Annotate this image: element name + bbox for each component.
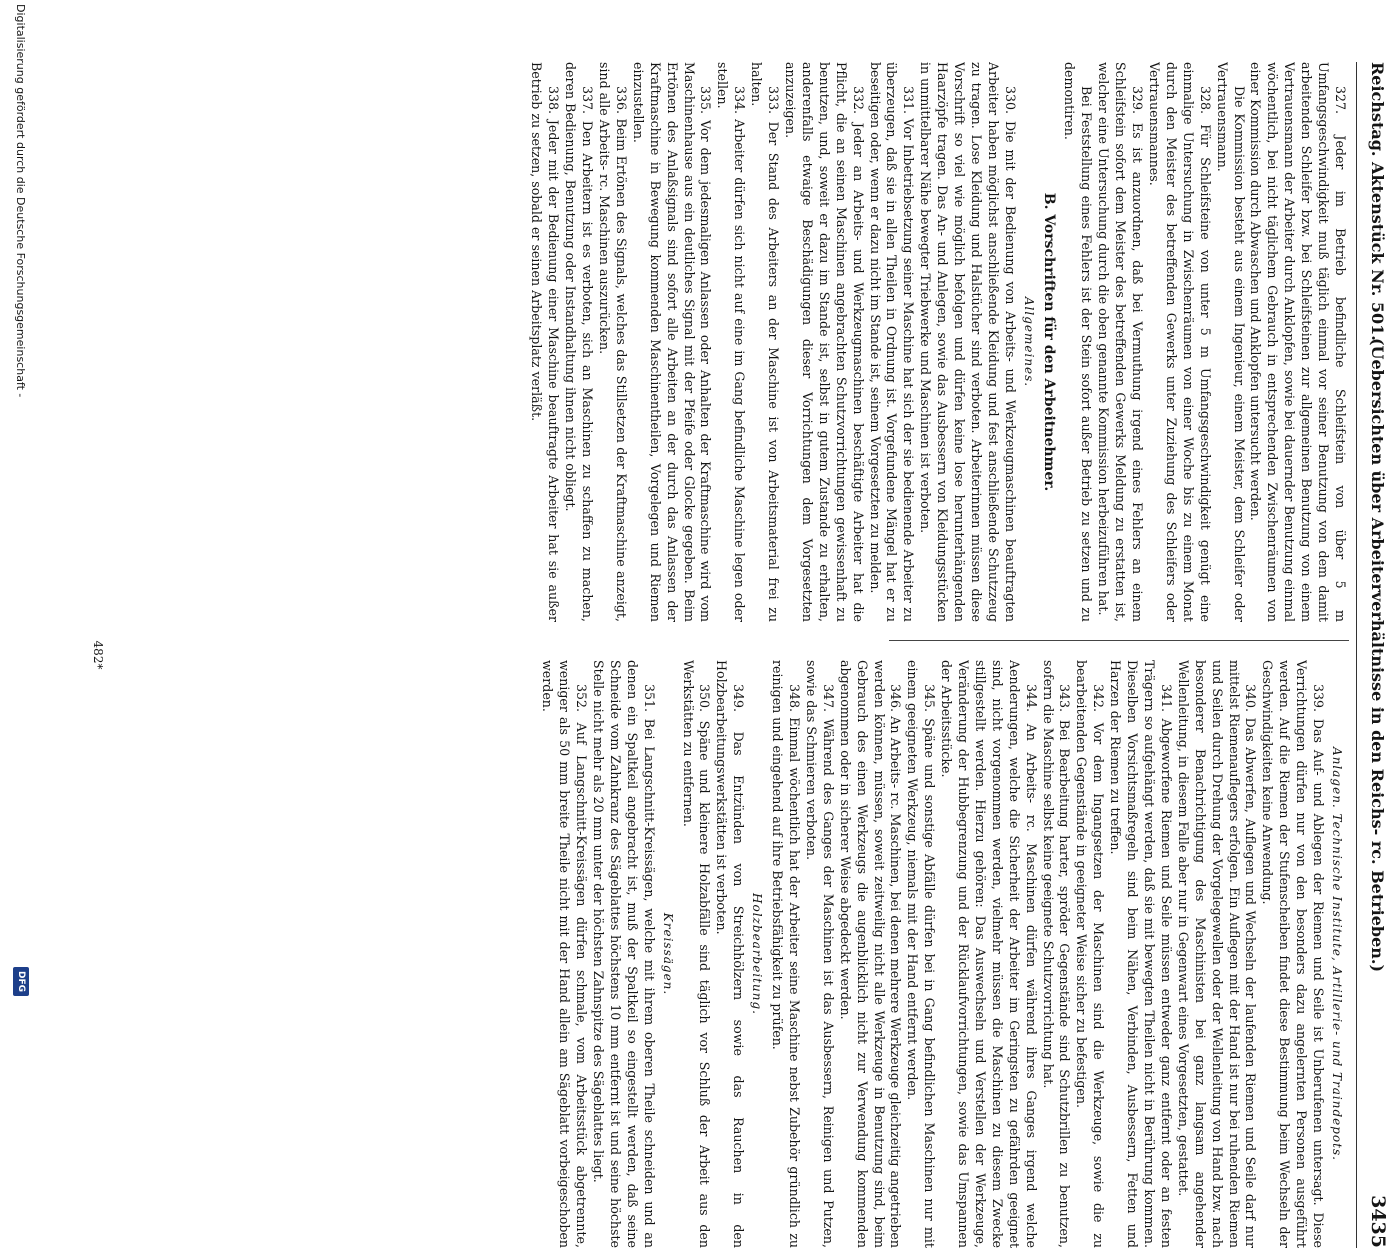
paragraph-331: 331. Vor Inbetriebsetzung seiner Maschine hat sich der sie bedienende Arbeiter zu überzeugen, daß sie in allen Theilen in Ordnung ist. Vorgefundene Mängel hat er zu beseitigen oder, wenn er dazu nicht im Stande ist, seinem Vorgesetzten zu melden. — [867, 62, 917, 622]
subheading-allgemeines: Allgemeines. — [1021, 296, 1036, 388]
paragraph-351: 351. Bei Langschnitt-Kreissägen, welche mit ihrem oberen Theile schneiden und an denen ein Spaltkeil angebracht ist, muß der Spaltkeil so eingestellt werden, daß seine Schneide vom Zahnkranz des Sägeblattes höchstens 10 mm entfernt ist und seine höchste Stelle nicht mehr als 20 mm unter der höchsten Zahnspitze des Sägeblattes liegt. — [591, 660, 657, 1248]
column-divider — [889, 640, 1349, 641]
digitization-banner — [5, 0, 35, 1000]
section-heading: B. Vorschriften für den Arbeitnehmer. — [1040, 192, 1057, 492]
page-number: 3435 — [1367, 1195, 1389, 1248]
paragraph-327: 327. Jeder im Betrieb befindliche Schleifstein von über 5 m Umfangsgeschwindigkeit muß täglich einmal vor seiner Benutzung von dem damit arbeitenden Schleifer bzw. bei Schleifsteinen zur allgemeinen Benutzung von einem Vertrauensmann der Arbeiter durch Anklopfen, sowie bei dauernder Benutzung einmal wöchentlich, bei nicht täglichem Gebrauch in entsprechenden Zwischenräumen von einer Kommission durch Abwaschen und Anklopfen untersucht werden. — [1248, 62, 1348, 622]
paragraph-352: 352. Auf Langschnitt-Kreissägen dürfen schmale, vom Arbeitsstück abgetrennte, weniger als 50 mm breite Theile nicht mit der Hand allein am Sägeblatt vorbeigeschoben werden. — [540, 660, 590, 1248]
paragraph-348: 348. Einmal wöchentlich hat der Arbeiter seine Maschine nebst Zubehör gründlich zu reinigen und eingehend auf ihre Betriebsfähigkeit zu prüfen. — [770, 660, 802, 1248]
paragraph-344: 344. An Arbeits- rc. Maschinen dürfen während ihres Ganges irgend welche Aenderungen, welche die Sicherheit der Arbeiter im Geringsten zu gefährden geeignet sind, nicht vorgenommen werden, vielmehr müssen die Maschinen zu diesem Zwecke stillgestellt werden. Hierzu gehören: Das Auswechseln und Verstellen der Werkzeuge, Veränderung der Hubbegrenzung und der Rücklaufvorrichtungen, sowie das Umspannen der Arbeitsstücke. — [939, 660, 1039, 1248]
paragraph-330: 330. Die mit der Bedienung von Arbeits- und Werkzeugmaschinen beauftragten Arbeiter haben möglichst anschließende Kleidung und fest anschließende Schutzzeug zu tragen. Lose Kleidung und Halstücher sind verboten. Arbeiterinnen müssen diese Vorschrift so viel wie möglich befolgen und dürfen keine lose herunterhängenden Haarzöpfe tragen. Das An- und Anlegen, sowie das Ausbessern von Kleidungsstücken in unmittelbarer Nähe bewegter Triebwerke und Maschinen ist verboten. — [918, 62, 1018, 622]
paragraph-332: 332. Jeder an Arbeits- und Werkzeugmaschinen beschäftigte Arbeiter hat die Pflicht, die an seinen Maschinen angebrachten Schutzvorrichtungen gewissenhaft zu benutzen, und, soweit er dazu im Stande ist, selbst in gutem Zustande zu erhalten, anderenfalls etwaige Beschädigungen dieser Vorrichtungen dem Vorgesetzten anzuzeigen. — [783, 62, 866, 622]
paragraph-346: 346. An Arbeits- rc. Maschinen, bei denen mehrere Werkzeuge gleichzeitig angetrieben werden können, müssen, soweit zeitweilig nicht alle Werkzeuge in Benutzung sind, beim Gebrauch des einen Werkzeugs die augenblicklich nicht zur Verwendung kommenden abgenommen oder in sicherer Weise abgedeckt werden. — [837, 660, 904, 1248]
paragraph-347: 347. Während des Ganges der Maschinen ist das Ausbessern, Reinigen und Putzen, sowie das Schmieren verboten. — [803, 660, 836, 1248]
paragraph-328: 328. Für Schleifsteine von unter 5 m Umfangsgeschwindigkeit genügt eine einmalige Untersuchung in Zwischenräumen von einer Woche bis zu einem Monat durch den Meister des betreffenden Gewerks unter Zuziehung des Schleifers oder Vertrauensmannes. — [1147, 62, 1213, 622]
dfg-logo: DFG — [13, 967, 29, 996]
header-left: Reichstag. Aktenstück Nr. 501. — [1368, 62, 1387, 341]
paragraph-341: 341. Abgeworfene Riemen und Seile müssen entweder ganz entfernt oder an festen Trägern so aufgehängt werden, daß sie mit bewegten Theilen nicht in Berührung kommen. Dieselben Vorsichtsmaßregeln sind beim Nähen, Verbinden, Ausbessern, Fetten und Harzen der Riemen zu treffen. — [1108, 660, 1174, 1248]
paragraph-335: 335. Vor dem jedesmaligen Anlassen oder Anhalten der Kraftmaschine wird vom Maschinenhause aus ein deutliches Signal mit der Pfeife oder Glocke gegeben. Beim Ertönen des Anlaßsignals sind sofort alle Arbeiten an der durch das Anlassen der Kraftmaschine in Bewegung kommenden Maschinentheilen, Vorgelegen und Riemen einzustellen. — [630, 62, 714, 622]
paragraph-338: 338. Jeder mit der Bedienung einer Maschine beauftragte Arbeiter hat sie außer Betrieb zu setzen, sobald er seinen Arbeitsplatz verläßt. — [529, 62, 562, 622]
header-title: (Uebersichten über Arbeiterverhältnisse in den Reichs- rc. Betrieben.) — [1368, 337, 1387, 973]
paragraph-350: 350. Späne und kleinere Holzabfälle sind täglich vor Schluß der Arbeit aus den Werkstätten zu entfernen. — [680, 660, 713, 1248]
paragraph-349: 349. Das Entzünden von Streichhölzern sowie das Rauchen in den Holzbearbeitungswerkstätten ist verboten. — [714, 660, 747, 1248]
subheading-holzbearbeitung: Holzbearbeitung. — [750, 893, 765, 1015]
left-column — [123, 62, 1348, 622]
paragraph-340: 340. Das Abwerfen, Auflegen und Wechseln der laufenden Riemen und Seile darf nur mittelst Riemenauflegers erfolgen. Ein Auflegen mit der Hand ist nur bei ruhenden Riemen und Seilen durch Drehung der Vorgelegewellen oder der Wellenleitung von Hand bzw. nach besonderer Benachrichtigung des Maschinisten bei ganz langsam angehender Wellenleitung, in diesem Falle aber nur in Gegenwart eines Vorgesetzten, gestattet. — [1175, 660, 1259, 1248]
paragraph-337: 337. Den Arbeitern ist es verboten, sich an Maschinen zu schaffen zu machen, deren Bedienung, Benutzung oder Instandhaltung ihnen nicht obliegt. — [563, 62, 596, 622]
paragraph-339: 339. Das Auf- und Ablegen der Riemen und Seile ist Unberufenen untersagt. Diese Verrichtungen dürfen nur von den besonders dazu angelernten Personen ausgeführt werden. Auf die Riemen der Stufenscheiben findet diese Bestimmung beim Wechseln der Geschwindigkeiten keine Anwendung. — [1260, 660, 1327, 1248]
paragraph-334: 334. Arbeiter dürfen sich nicht auf eine im Gang befindliche Maschine legen oder stellen. — [715, 62, 748, 622]
paragraph-327b: Die Kommission besteht aus einem Ingenieur, einem Meister, dem Schleifer oder Vertrauensmann. — [1214, 62, 1247, 622]
paragraph-343: 343. Bei Bearbeitung harter, spröder Gegenstände sind Schutzbrillen zu benutzen, sofern die Maschine selbst keine geeignete Schutzvorrichtung hat. — [1040, 660, 1073, 1248]
paragraph-329b: Bei Feststellung eines Fehlers ist der Stein sofort außer Betrieb zu setzen und zu demontiren. — [1062, 62, 1095, 622]
paragraph-333: 333. Der Stand des Arbeiters an der Maschine ist von Arbeitsmaterial frei zu halten. — [749, 62, 782, 622]
paragraph-342: 342. Vor dem Ingangsetzen der Maschinen sind die Werkzeuge, sowie die zu bearbeitenden Gegenstände in geeigneter Weise sicher zu befestigen. — [1074, 660, 1107, 1248]
page-footer: 482* — [91, 640, 105, 670]
paragraph-329: 329. Es ist anzuordnen, daß bei Vermuthung irgend eines Fehlers an einem Schleifstein sofort dem Meister des betreffenden Gewerks Meldung zu erstatten ist, welcher eine Untersuchung durch die oben genannte Kommission herbeizuführen hat. — [1096, 62, 1146, 622]
column-top-line: Anlagen. Technische Institute, Artillerie- und Traindepots. — [1330, 747, 1344, 1161]
header-rule — [1356, 62, 1357, 1248]
paragraph-336: 336. Beim Ertönen des Signals, welches das Stillsetzen der Kraftmaschine anzeigt, sind alle Arbeits- rc. Maschinen auszurücken. — [597, 62, 629, 622]
page-header — [1361, 62, 1389, 1248]
right-column — [123, 660, 1348, 1248]
subheading-kreissaegen: Kreissägen. — [660, 912, 675, 996]
paragraph-345: 345. Späne und sonstige Abfälle dürfen bei in Gang befindlichen Maschinen nur mit einem geeigneten Werkzeug, niemals mit der Hand entfernt werden. — [905, 660, 938, 1248]
digitization-note: Digitalisierung gefördert durch die Deutsche Forschungsgemeinschaft - — [14, 4, 27, 398]
